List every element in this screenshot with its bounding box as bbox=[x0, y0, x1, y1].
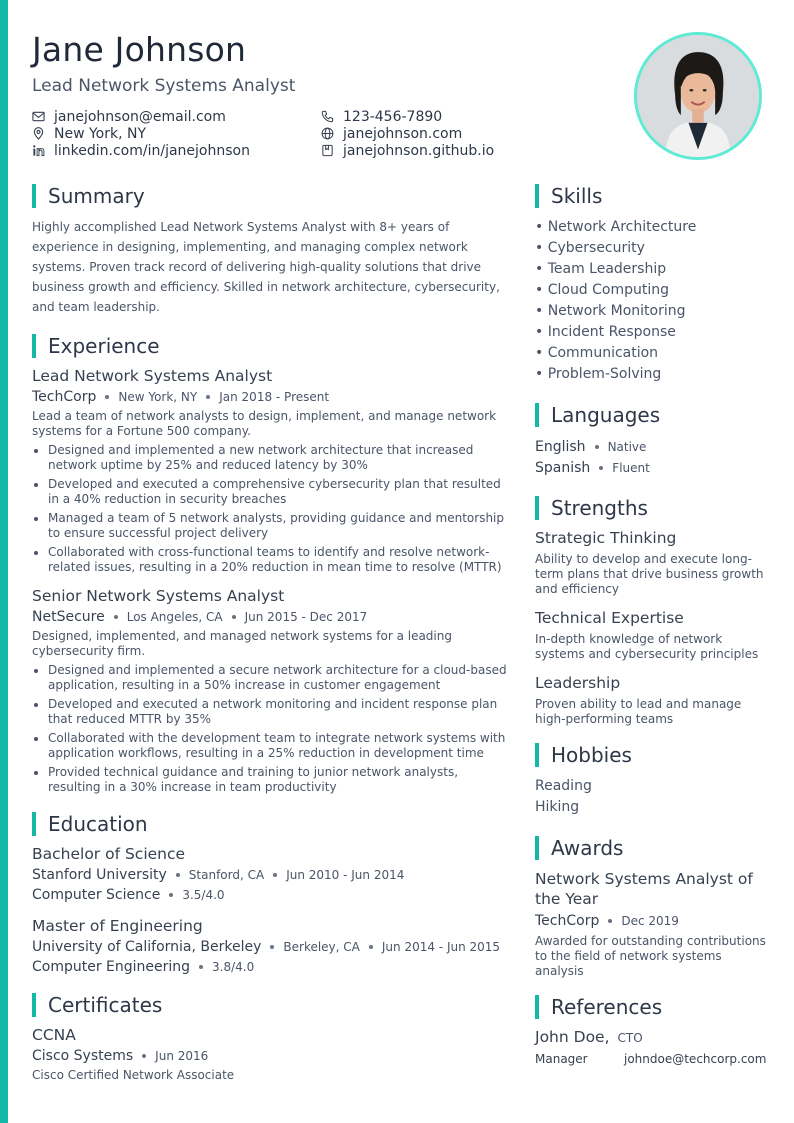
skill-item: • Cloud Computing bbox=[535, 282, 670, 298]
strength-title: Leadership bbox=[535, 674, 621, 692]
degree: Bachelor of Science bbox=[32, 845, 186, 863]
references-heading-text: References bbox=[551, 995, 663, 1019]
language-level: Fluent bbox=[612, 460, 650, 475]
strength-title: Strategic Thinking bbox=[535, 529, 677, 547]
contact-column-right bbox=[321, 108, 494, 159]
section-accent-bar bbox=[535, 995, 539, 1019]
skills-heading-text: Skills bbox=[551, 184, 603, 208]
section-accent-bar bbox=[535, 743, 539, 767]
separator-dot bbox=[199, 965, 203, 969]
school: Stanford University bbox=[32, 867, 167, 883]
job-dates: Jun 2015 - Dec 2017 bbox=[244, 610, 368, 624]
hobbies-section bbox=[535, 743, 772, 818]
location-pin-icon bbox=[32, 127, 45, 140]
summary-section bbox=[32, 184, 510, 317]
github-icon bbox=[321, 144, 334, 157]
section-accent-bar bbox=[32, 334, 36, 358]
field-of-study: Computer Engineering bbox=[32, 959, 191, 975]
contact-linkedin[interactable] bbox=[32, 142, 250, 159]
language-item bbox=[535, 436, 772, 457]
contact-location-text: New York, NY bbox=[54, 125, 147, 142]
main-column bbox=[32, 184, 510, 1083]
certificates-section bbox=[32, 993, 510, 1083]
separator-dot bbox=[176, 873, 180, 877]
experience-section bbox=[32, 334, 510, 795]
language-name: Spanish bbox=[535, 459, 591, 476]
education-meta bbox=[32, 939, 510, 955]
section-accent-bar bbox=[535, 496, 539, 520]
reference-relation: Manager bbox=[535, 1052, 588, 1066]
section-accent-bar bbox=[32, 812, 36, 836]
achievement-item: Designed and implemented a new network architecture that increased network uptime by 25% and reduced latency by 30% bbox=[32, 443, 510, 473]
job-description: Lead a team of network analysts to design, implement, and manage network systems for a Fortune 500 company. bbox=[32, 409, 497, 438]
linkedin-icon bbox=[32, 144, 45, 157]
section-accent-bar bbox=[32, 184, 36, 208]
language-name: English bbox=[535, 438, 586, 455]
skills-list bbox=[535, 217, 772, 385]
separator-dot bbox=[599, 466, 603, 470]
section-accent-bar bbox=[32, 993, 36, 1017]
education-heading-text: Education bbox=[48, 812, 148, 836]
certificate-meta bbox=[32, 1048, 510, 1064]
candidate-title: Lead Network Systems Analyst bbox=[32, 76, 296, 96]
education-field-row bbox=[32, 959, 510, 975]
job-meta bbox=[32, 609, 510, 625]
contact-email[interactable] bbox=[32, 108, 250, 125]
contact-website[interactable] bbox=[321, 125, 494, 142]
education-field-row bbox=[32, 887, 510, 903]
school-location: Stanford, CA bbox=[188, 868, 265, 882]
profile-portrait-image bbox=[637, 35, 759, 157]
strength-item bbox=[535, 674, 772, 727]
separator-dot bbox=[114, 615, 118, 619]
skill-item: • Network Monitoring bbox=[535, 303, 686, 319]
side-column bbox=[535, 184, 772, 1066]
references-heading bbox=[535, 995, 772, 1019]
award-meta bbox=[535, 913, 772, 929]
awards-section bbox=[535, 836, 772, 979]
award-date: Dec 2019 bbox=[621, 914, 679, 928]
accent-bar bbox=[0, 0, 8, 1123]
summary-heading bbox=[32, 184, 510, 208]
section-accent-bar bbox=[535, 403, 539, 427]
award-issuer: TechCorp bbox=[535, 913, 600, 929]
contact-location bbox=[32, 125, 250, 142]
separator-dot bbox=[270, 945, 274, 949]
education-dates: Jun 2010 - Jun 2014 bbox=[286, 868, 405, 882]
separator-dot bbox=[206, 395, 210, 399]
phone-icon bbox=[321, 110, 334, 123]
certificate-entry bbox=[32, 1026, 510, 1083]
achievement-item: Designed and implemented a secure network architecture for a cloud-based application, resulting in a 50% increase in customer engagement bbox=[32, 663, 510, 693]
reference-name-row bbox=[535, 1028, 772, 1046]
separator-dot bbox=[595, 445, 599, 449]
section-accent-bar bbox=[535, 184, 539, 208]
contact-phone-text: 123-456-7890 bbox=[343, 108, 443, 125]
award-description: Awarded for outstanding contributions to the field of network systems analysis bbox=[535, 934, 766, 978]
job-achievements bbox=[32, 663, 510, 795]
languages-heading-text: Languages bbox=[551, 403, 661, 427]
globe-icon bbox=[321, 127, 334, 140]
certificate-name: CCNA bbox=[32, 1026, 76, 1044]
language-item bbox=[535, 457, 772, 478]
skill-item: • Team Leadership bbox=[535, 261, 667, 277]
contact-column-left bbox=[32, 108, 250, 159]
separator-dot bbox=[105, 395, 109, 399]
skill-item: • Cybersecurity bbox=[535, 240, 645, 256]
certificate-date: Jun 2016 bbox=[155, 1049, 209, 1063]
achievement-item: Developed and executed a comprehensive cybersecurity plan that resulted in a 40% reduction in security breaches bbox=[32, 477, 510, 507]
achievement-item: Collaborated with the development team to integrate network systems with application workflows, resulting in a 25% reduction in development time bbox=[32, 731, 510, 761]
job-company: TechCorp bbox=[32, 389, 97, 405]
job-entry bbox=[32, 587, 510, 795]
strengths-section bbox=[535, 496, 772, 727]
candidate-name: Jane Johnson bbox=[32, 30, 247, 69]
job-title: Lead Network Systems Analyst bbox=[32, 367, 273, 385]
awards-heading-text: Awards bbox=[551, 836, 624, 860]
field-of-study: Computer Science bbox=[32, 887, 161, 903]
job-location: New York, NY bbox=[118, 390, 198, 404]
contact-github-text: janejohnson.github.io bbox=[343, 142, 495, 159]
education-section bbox=[32, 812, 510, 975]
award-title: Network Systems Analyst of the Year bbox=[535, 870, 753, 908]
profile-photo bbox=[634, 32, 762, 160]
resume-page bbox=[32, 0, 772, 1123]
separator-dot bbox=[273, 873, 277, 877]
separator-dot bbox=[608, 919, 612, 923]
strength-description: Ability to develop and execute long-term plans that drive business growth and efficiency bbox=[535, 552, 764, 596]
job-location: Los Angeles, CA bbox=[126, 610, 223, 624]
section-accent-bar bbox=[535, 836, 539, 860]
contact-website-text: janejohnson.com bbox=[343, 125, 463, 142]
skill-item: • Network Architecture bbox=[535, 219, 697, 235]
achievement-item: Collaborated with cross-functional teams to identify and resolve network-related issues, resulting in a 20% reduction in mean time to resolve (MTTR) bbox=[32, 545, 510, 575]
strength-description: Proven ability to lead and manage high-performing teams bbox=[535, 697, 742, 726]
achievement-item: Provided technical guidance and training to junior network analysts, resulting in a 30% increase in team productivity bbox=[32, 765, 510, 795]
contact-email-text: janejohnson@email.com bbox=[54, 108, 226, 125]
skills-section bbox=[535, 184, 772, 385]
references-section bbox=[535, 995, 772, 1066]
education-meta bbox=[32, 867, 510, 883]
hobby-item: Reading bbox=[535, 778, 592, 794]
job-meta bbox=[32, 389, 510, 405]
certificates-heading-text: Certificates bbox=[48, 993, 163, 1017]
degree: Master of Engineering bbox=[32, 917, 203, 935]
school-location: Berkeley, CA bbox=[283, 940, 360, 954]
reference-role: CTO bbox=[617, 1031, 643, 1045]
award-entry bbox=[535, 869, 772, 979]
reference-entry bbox=[535, 1028, 772, 1066]
summary-heading-text: Summary bbox=[48, 184, 145, 208]
job-title: Senior Network Systems Analyst bbox=[32, 587, 285, 605]
strength-title: Technical Expertise bbox=[535, 609, 684, 627]
skill-item: • Problem-Solving bbox=[535, 366, 662, 382]
certificates-heading bbox=[32, 993, 510, 1017]
skills-heading bbox=[535, 184, 772, 208]
experience-heading bbox=[32, 334, 510, 358]
languages-heading bbox=[535, 403, 772, 427]
experience-heading-text: Experience bbox=[48, 334, 160, 358]
mail-icon bbox=[32, 110, 45, 123]
reference-name: John Doe, bbox=[535, 1028, 610, 1046]
achievement-item: Managed a team of 5 network analysts, providing guidance and mentorship to ensure successful project delivery bbox=[32, 511, 510, 541]
education-entry bbox=[32, 917, 510, 975]
strength-item bbox=[535, 609, 772, 662]
strength-description: In-depth knowledge of network systems and cybersecurity principles bbox=[535, 632, 759, 661]
hobby-item: Hiking bbox=[535, 799, 580, 815]
separator-dot bbox=[169, 893, 173, 897]
separator-dot bbox=[232, 615, 236, 619]
skill-item: • Communication bbox=[535, 345, 659, 361]
gpa: 3.5/4.0 bbox=[182, 888, 225, 902]
contact-phone[interactable] bbox=[321, 108, 494, 125]
reference-details bbox=[535, 1052, 772, 1066]
job-company: NetSecure bbox=[32, 609, 105, 625]
contact-github[interactable] bbox=[321, 142, 494, 159]
strengths-heading-text: Strengths bbox=[551, 496, 648, 520]
certificate-description: Cisco Certified Network Associate bbox=[32, 1068, 235, 1082]
school: University of California, Berkeley bbox=[32, 939, 262, 955]
strengths-heading bbox=[535, 496, 772, 520]
hobbies-heading bbox=[535, 743, 772, 767]
education-heading bbox=[32, 812, 510, 836]
awards-heading bbox=[535, 836, 772, 860]
separator-dot bbox=[369, 945, 373, 949]
job-dates: Jan 2018 - Present bbox=[219, 390, 330, 404]
separator-dot bbox=[142, 1054, 146, 1058]
job-entry bbox=[32, 367, 510, 575]
education-dates: Jun 2014 - Jun 2015 bbox=[381, 940, 501, 954]
gpa: 3.8/4.0 bbox=[212, 960, 255, 974]
reference-email[interactable]: johndoe@techcorp.com bbox=[624, 1052, 767, 1066]
education-entry bbox=[32, 845, 510, 903]
job-description: Designed, implemented, and managed network systems for a leading cybersecurity firm. bbox=[32, 629, 452, 658]
job-achievements bbox=[32, 443, 510, 575]
contact-linkedin-text: linkedin.com/in/janejohnson bbox=[54, 142, 250, 159]
skill-item: • Incident Response bbox=[535, 324, 676, 340]
strength-item bbox=[535, 529, 772, 597]
language-level: Native bbox=[607, 439, 647, 454]
summary-text: Highly accomplished Lead Network Systems Analyst with 8+ years of experience in designing, implementing, and managing complex network systems. Proven track record of delivering high-quality solutions that drive business growth and efficiency. Skilled in network architecture, cybersecurity, and team leadership. bbox=[32, 220, 500, 314]
certificate-issuer: Cisco Systems bbox=[32, 1048, 134, 1064]
languages-section bbox=[535, 403, 772, 478]
hobbies-heading-text: Hobbies bbox=[551, 743, 632, 767]
achievement-item: Developed and executed a network monitoring and incident response plan that reduced MTTR by 35% bbox=[32, 697, 510, 727]
